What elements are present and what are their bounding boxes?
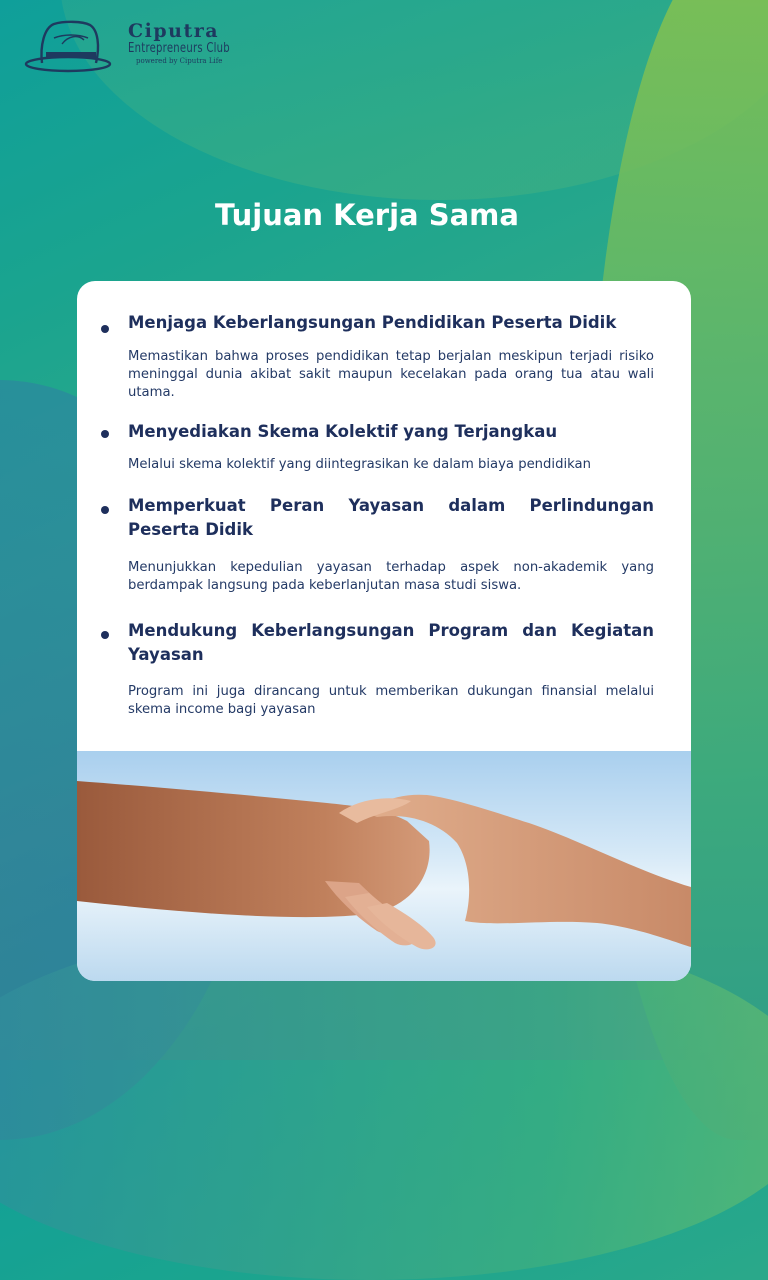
logo-powered-by: powered by Ciputra Life bbox=[136, 57, 223, 65]
item-heading: Memperkuat Peran Yayasan dalam Perlindungan Peserta Didik bbox=[128, 496, 654, 539]
handshake-photo bbox=[77, 751, 691, 981]
bullet-icon bbox=[101, 430, 109, 438]
logo-brand: Ciputra bbox=[128, 20, 220, 42]
bullet-icon bbox=[101, 506, 109, 514]
content-card bbox=[77, 281, 691, 981]
item-body: Memastikan bahwa proses pendidikan tetap berjalan meskipun terjadi risiko meninggal dunia akibat sakit maupun kecelakan pada orang tua atau wali utama. bbox=[128, 349, 654, 400]
item-body: Melalui skema kolektif yang diintegrasikan ke dalam biaya pendidikan bbox=[128, 457, 591, 472]
item-heading: Menjaga Keberlangsungan Pendidikan Peserta Didik bbox=[128, 313, 617, 332]
item-heading: Mendukung Keberlangsungan Program dan Kegiatan Yayasan bbox=[128, 621, 654, 664]
bullet-icon bbox=[101, 325, 109, 333]
logo bbox=[24, 14, 254, 76]
page-title: Tujuan Kerja Sama bbox=[215, 198, 519, 232]
handshake-icon bbox=[77, 751, 691, 981]
item-body: Program ini juga dirancang untuk memberikan dukungan finansial melalui skema income bagi yayasan bbox=[128, 684, 654, 717]
logo-subtitle: Entrepreneurs Club bbox=[128, 41, 230, 56]
item-body: Menunjukkan kepedulian yayasan terhadap aspek non-akademik yang berdampak langsung pada keberlanjutan masa studi siswa. bbox=[128, 560, 654, 593]
hat-icon bbox=[24, 16, 116, 74]
bullet-icon bbox=[101, 631, 109, 639]
item-heading: Menyediakan Skema Kolektif yang Terjangkau bbox=[128, 422, 558, 441]
